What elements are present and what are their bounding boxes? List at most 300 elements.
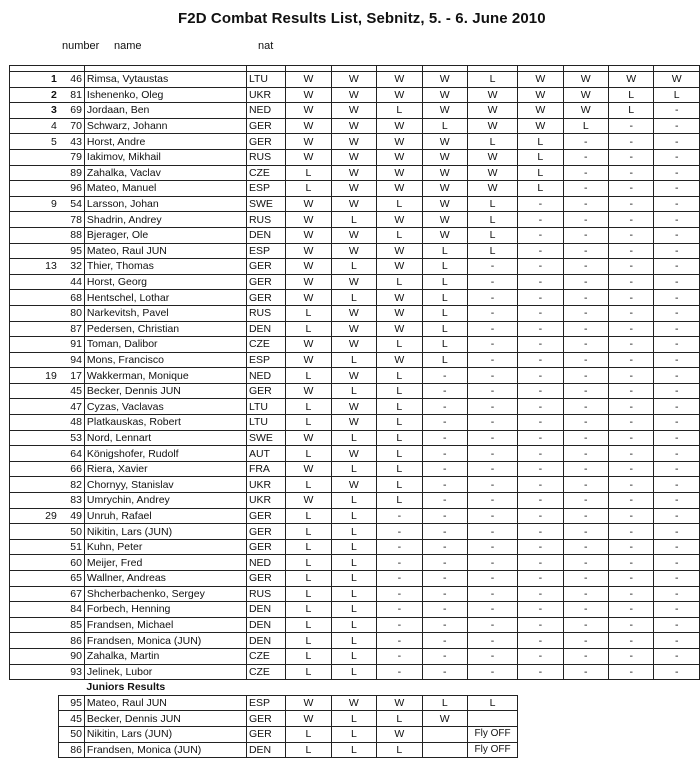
result-cell: W (331, 181, 376, 197)
table-row (10, 165, 700, 181)
result-cell: W (331, 321, 376, 337)
name-cell: Pedersen, Christian (84, 321, 246, 337)
table-row (10, 337, 700, 353)
result-cell: W (286, 243, 331, 259)
table-row (10, 508, 700, 524)
result-cell: - (467, 461, 517, 477)
result-cell: - (563, 477, 608, 493)
result-cell: - (654, 446, 700, 462)
number-cell: 54 (59, 196, 85, 212)
result-cell: - (654, 461, 700, 477)
table-row (10, 212, 700, 228)
rank-cell: 2 (10, 87, 59, 103)
result-cell: W (518, 118, 563, 134)
result-cell: - (518, 212, 563, 228)
table-row (10, 290, 700, 306)
table-row (10, 664, 700, 680)
result-cell: L (518, 149, 563, 165)
result-cell: - (518, 524, 563, 540)
result-cell: L (422, 118, 467, 134)
name-cell: Frandsen, Monica (JUN) (84, 742, 246, 758)
result-cell: - (563, 321, 608, 337)
rank-cell (10, 680, 59, 696)
result-cell: W (422, 212, 467, 228)
rank-cell (10, 726, 59, 742)
result-cell: - (518, 571, 563, 587)
result-cell: - (608, 368, 653, 384)
rank-cell (10, 539, 59, 555)
result-cell: - (654, 399, 700, 415)
nat-cell: NED (246, 103, 285, 119)
result-cell: W (422, 103, 467, 119)
result-cell: - (608, 493, 653, 509)
result-cell: W (377, 726, 422, 742)
result-cell: W (331, 368, 376, 384)
result-cell: - (467, 493, 517, 509)
number-cell: 88 (59, 227, 85, 243)
number-cell: 66 (59, 461, 85, 477)
rank-cell (10, 664, 59, 680)
nat-cell: ESP (246, 243, 285, 259)
rank-cell (10, 399, 59, 415)
rank-cell (10, 321, 59, 337)
result-cell: W (377, 243, 422, 259)
name-cell: Frandsen, Monica (JUN) (84, 633, 246, 649)
result-cell: - (467, 648, 517, 664)
number-cell: 53 (59, 430, 85, 446)
result-cell: L (467, 212, 517, 228)
result-cell: - (654, 305, 700, 321)
result-cell: - (608, 352, 653, 368)
result-cell: - (654, 352, 700, 368)
result-cell: - (654, 633, 700, 649)
result-cell: - (563, 586, 608, 602)
result-cell: - (422, 368, 467, 384)
result-cell: L (286, 586, 331, 602)
name-cell: Rimsa, Vytaustas (84, 72, 246, 88)
result-cell: W (422, 711, 467, 727)
result-cell: - (422, 446, 467, 462)
result-cell: - (563, 305, 608, 321)
result-cell: - (377, 602, 422, 618)
number-cell: 44 (59, 274, 85, 290)
number-cell: 78 (59, 212, 85, 228)
name-cell: Horst, Andre (84, 134, 246, 150)
name-cell: Schwarz, Johann (84, 118, 246, 134)
table-row (10, 196, 700, 212)
result-cell: L (377, 493, 422, 509)
rank-cell (10, 149, 59, 165)
number-cell: 43 (59, 134, 85, 150)
result-cell: L (331, 602, 376, 618)
number-cell: 86 (59, 633, 85, 649)
result-cell: L (286, 181, 331, 197)
name-cell: Jordaan, Ben (84, 103, 246, 119)
result-cell: W (422, 149, 467, 165)
result-cell: L (286, 165, 331, 181)
result-cell: - (563, 259, 608, 275)
table-row (10, 446, 700, 462)
rank-cell: 19 (10, 368, 59, 384)
table-row (10, 493, 700, 509)
result-cell: - (563, 243, 608, 259)
rank-cell (10, 461, 59, 477)
result-cell: - (518, 477, 563, 493)
result-cell: - (518, 602, 563, 618)
result-cell: L (286, 524, 331, 540)
rank-cell (10, 212, 59, 228)
rank-cell (10, 648, 59, 664)
result-cell: - (608, 337, 653, 353)
table-row (10, 399, 700, 415)
juniors-title: Juniors Results (86, 681, 166, 694)
result-cell: - (422, 524, 467, 540)
result-cell: L (331, 586, 376, 602)
result-cell: - (654, 539, 700, 555)
rank-cell (10, 181, 59, 197)
name-cell: Cyzas, Vaclavas (84, 399, 246, 415)
result-cell: W (377, 352, 422, 368)
result-cell: - (563, 555, 608, 571)
name-cell: Hentschel, Lothar (84, 290, 246, 306)
result-cell: Fly OFF (467, 726, 517, 742)
result-cell: - (467, 571, 517, 587)
juniors-row (10, 726, 700, 742)
result-cell: - (608, 274, 653, 290)
result-cell: - (608, 165, 653, 181)
result-cell: - (467, 446, 517, 462)
result-cell: L (331, 617, 376, 633)
nat-cell: SWE (246, 430, 285, 446)
rank-cell (10, 446, 59, 462)
result-cell: - (422, 571, 467, 587)
result-cell: L (331, 461, 376, 477)
result-cell: L (654, 87, 700, 103)
result-cell: - (608, 555, 653, 571)
result-cell: - (422, 633, 467, 649)
nat-cell: ESP (246, 181, 285, 197)
result-cell: - (563, 508, 608, 524)
name-cell: Horst, Georg (84, 274, 246, 290)
name-cell: Mateo, Raul JUN (84, 695, 246, 711)
table-row (10, 87, 700, 103)
result-cell: - (563, 337, 608, 353)
result-cell: - (654, 227, 700, 243)
number-cell: 70 (59, 118, 85, 134)
result-cell: - (467, 633, 517, 649)
result-cell: L (286, 726, 331, 742)
result-cell: L (286, 648, 331, 664)
result-cell: - (563, 290, 608, 306)
name-cell: Chornyy, Stanislav (84, 477, 246, 493)
name-cell: Shadrin, Andrey (84, 212, 246, 228)
number-cell: 50 (59, 524, 85, 540)
result-cell: - (467, 415, 517, 431)
table-row (10, 617, 700, 633)
result-cell: W (563, 72, 608, 88)
number-cell: 46 (59, 72, 85, 88)
result-cell: - (654, 165, 700, 181)
result-cell: L (286, 602, 331, 618)
result-cell: W (518, 87, 563, 103)
table-row (10, 118, 700, 134)
result-cell: W (331, 118, 376, 134)
result-cell: W (286, 212, 331, 228)
nat-cell: LTU (246, 72, 285, 88)
result-cell: - (422, 461, 467, 477)
result-cell: L (467, 243, 517, 259)
result-cell: W (377, 165, 422, 181)
result-cell: L (377, 446, 422, 462)
result-cell: L (377, 368, 422, 384)
nat-cell: NED (246, 555, 285, 571)
result-cell: W (286, 337, 331, 353)
result-cell: - (608, 664, 653, 680)
nat-cell: GER (246, 274, 285, 290)
result-cell: - (608, 305, 653, 321)
result-cell: - (467, 430, 517, 446)
rank-cell (10, 742, 59, 758)
number-cell: 82 (59, 477, 85, 493)
result-cell: L (377, 274, 422, 290)
nat-cell: RUS (246, 212, 285, 228)
number-cell: 65 (59, 571, 85, 587)
number-cell: 49 (59, 508, 85, 524)
table-row (10, 149, 700, 165)
result-cell: - (467, 321, 517, 337)
result-cell: - (608, 617, 653, 633)
nat-cell: ESP (246, 695, 285, 711)
name-cell: Wakkerman, Monique (84, 368, 246, 384)
name-cell: Larsson, Johan (84, 196, 246, 212)
table-row (10, 368, 700, 384)
result-cell: L (286, 305, 331, 321)
nat-cell: RUS (246, 586, 285, 602)
result-cell: L (377, 103, 422, 119)
result-cell: - (563, 493, 608, 509)
juniors-row (10, 742, 700, 758)
result-cell: L (518, 181, 563, 197)
rank-cell (10, 477, 59, 493)
result-cell: - (608, 399, 653, 415)
result-cell: L (331, 711, 376, 727)
header-nat: nat (258, 40, 274, 52)
number-cell: 68 (59, 290, 85, 306)
result-cell: - (654, 477, 700, 493)
result-cell: - (518, 648, 563, 664)
result-cell: L (286, 321, 331, 337)
table-row (10, 321, 700, 337)
result-cell: - (467, 524, 517, 540)
result-cell: L (331, 383, 376, 399)
result-cell: - (608, 383, 653, 399)
result-cell: - (518, 243, 563, 259)
result-cell: W (377, 118, 422, 134)
rank-cell: 29 (10, 508, 59, 524)
result-cell: L (286, 368, 331, 384)
rank-cell (10, 415, 59, 431)
nat-cell: LTU (246, 415, 285, 431)
number-cell: 67 (59, 586, 85, 602)
table-row (10, 648, 700, 664)
name-cell: Zahalka, Vaclav (84, 165, 246, 181)
result-cell: L (286, 571, 331, 587)
number-cell: 45 (59, 383, 85, 399)
number-cell: 91 (59, 337, 85, 353)
nat-cell: AUT (246, 446, 285, 462)
number-cell: 90 (59, 648, 85, 664)
result-cell: - (563, 212, 608, 228)
result-cell: - (518, 227, 563, 243)
result-cell: W (331, 165, 376, 181)
result-cell: W (518, 72, 563, 88)
nat-cell: GER (246, 290, 285, 306)
result-cell: - (654, 524, 700, 540)
result-cell: - (608, 633, 653, 649)
result-cell: - (563, 633, 608, 649)
result-cell: W (331, 243, 376, 259)
result-cell: W (286, 461, 331, 477)
number-cell: 79 (59, 149, 85, 165)
result-cell: - (608, 571, 653, 587)
result-cell: - (518, 539, 563, 555)
result-cell: W (422, 134, 467, 150)
result-cell: - (467, 602, 517, 618)
result-cell: W (377, 134, 422, 150)
result-cell: L (331, 555, 376, 571)
result-cell: W (377, 212, 422, 228)
result-cell: W (286, 196, 331, 212)
result-cell: L (377, 383, 422, 399)
result-cell: W (467, 103, 517, 119)
result-cell: - (608, 321, 653, 337)
result-cell: - (518, 399, 563, 415)
result-cell: - (654, 493, 700, 509)
number-cell: 60 (59, 555, 85, 571)
result-cell: Fly OFF (467, 742, 517, 758)
rank-cell (10, 290, 59, 306)
name-cell: Platkauskas, Robert (84, 415, 246, 431)
result-cell: - (467, 586, 517, 602)
number-cell: 95 (59, 695, 85, 711)
result-cell: L (331, 539, 376, 555)
result-cell: - (518, 555, 563, 571)
nat-cell: GER (246, 726, 285, 742)
result-cell: L (286, 477, 331, 493)
table-row (10, 243, 700, 259)
nat-cell: RUS (246, 149, 285, 165)
result-cell: L (331, 259, 376, 275)
result-cell: L (422, 352, 467, 368)
result-cell: - (608, 415, 653, 431)
result-cell: W (377, 695, 422, 711)
result-cell: L (331, 352, 376, 368)
number-cell: 96 (59, 181, 85, 197)
result-cell: - (467, 617, 517, 633)
result-cell: - (467, 305, 517, 321)
table-row (10, 383, 700, 399)
result-cell: - (377, 524, 422, 540)
number-cell: 48 (59, 415, 85, 431)
result-cell: - (422, 399, 467, 415)
result-cell: L (286, 555, 331, 571)
name-cell: Becker, Dennis JUN (84, 383, 246, 399)
result-cell: - (467, 274, 517, 290)
result-cell: L (331, 571, 376, 587)
table-row (10, 571, 700, 587)
nat-cell: RUS (246, 305, 285, 321)
table-row (10, 633, 700, 649)
result-cell: - (518, 305, 563, 321)
result-cell: - (518, 586, 563, 602)
name-cell: Narkevitsh, Pavel (84, 305, 246, 321)
result-cell: - (518, 461, 563, 477)
result-cell: - (563, 539, 608, 555)
nat-cell: DEN (246, 742, 285, 758)
result-cell: - (422, 539, 467, 555)
table-row (10, 103, 700, 119)
result-cell: W (286, 430, 331, 446)
result-cell: W (563, 87, 608, 103)
result-cell: L (331, 726, 376, 742)
table-row (10, 415, 700, 431)
table-row (10, 430, 700, 446)
result-cell: - (654, 415, 700, 431)
result-cell: W (422, 181, 467, 197)
rank-cell (10, 274, 59, 290)
result-cell: - (518, 352, 563, 368)
result-cell: - (377, 633, 422, 649)
result-cell: - (608, 227, 653, 243)
result-cell: - (518, 321, 563, 337)
name-cell: Zahalka, Martin (84, 648, 246, 664)
juniors-row (10, 711, 700, 727)
table-row (10, 352, 700, 368)
result-cell: W (331, 274, 376, 290)
nat-cell: GER (246, 539, 285, 555)
result-cell: L (286, 633, 331, 649)
nat-cell: UKR (246, 87, 285, 103)
result-cell: - (563, 461, 608, 477)
result-cell: - (654, 664, 700, 680)
result-cell: W (286, 695, 331, 711)
result-cell: - (518, 274, 563, 290)
result-cell: L (518, 165, 563, 181)
result-cell: - (518, 415, 563, 431)
page-title: F2D Combat Results List, Sebnitz, 5. - 6. June 2010 (178, 10, 546, 27)
result-cell: W (563, 103, 608, 119)
result-cell: - (563, 352, 608, 368)
rank-cell (10, 633, 59, 649)
nat-cell: GER (246, 711, 285, 727)
result-cell: - (608, 430, 653, 446)
nat-cell: DEN (246, 602, 285, 618)
name-cell: Bjerager, Ole (84, 227, 246, 243)
name-cell: Mateo, Raul JUN (84, 243, 246, 259)
rank-cell (10, 571, 59, 587)
nat-cell: GER (246, 571, 285, 587)
result-cell: - (518, 259, 563, 275)
result-cell: W (286, 103, 331, 119)
rank-cell (10, 695, 59, 711)
result-cell: - (608, 461, 653, 477)
result-cell: L (563, 118, 608, 134)
result-cell: W (286, 383, 331, 399)
result-cell: L (286, 742, 331, 758)
result-cell: - (654, 259, 700, 275)
result-cell: W (422, 165, 467, 181)
name-cell: Toman, Dalibor (84, 337, 246, 353)
